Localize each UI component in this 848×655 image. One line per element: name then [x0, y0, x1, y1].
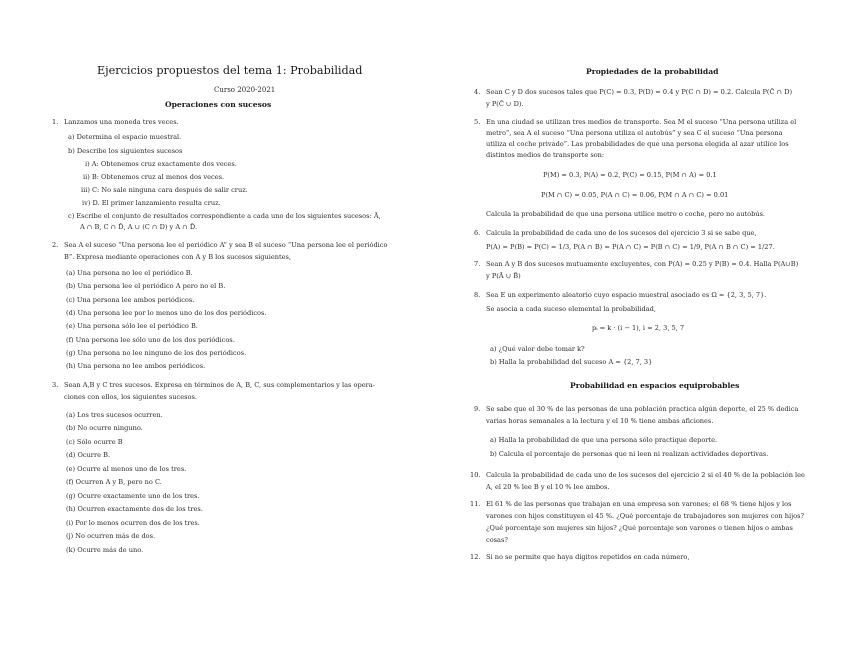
exercise-8-b: b) Halla la probabilidad del suceso A = {2, 7, 3}	[490, 358, 653, 366]
exercise-7-number: 7.	[474, 260, 481, 268]
exercise-5-line4: distintos medios de transporte son:	[486, 151, 605, 159]
exercise-1-text: Lanzamos una moneda tres veces.	[64, 118, 179, 126]
exercise-9-b: b) Calcula el porcentaje de personas que ni leen ni realizan actividades deportivas.	[490, 450, 769, 458]
exercise-3-item: (f) Ocurren A y B, pero no C.	[66, 478, 162, 486]
exercise-11-line3: ¿Qué porcentaje son mujeres sin hijos? ¿Qué porcentaje son varones o tienen hijos o ambas	[486, 524, 793, 532]
document-title: Ejercicios propuestos del tema 1: Probabilidad	[97, 64, 363, 77]
exercise-3-item: (c) Sólo ocurre B	[66, 438, 123, 446]
exercise-2-number: 2.	[52, 241, 59, 249]
exercise-5-line5: Calcula la probabilidad de que una persona utilice metro o coche, pero no autobús.	[486, 210, 766, 218]
exercise-2-item: (c) Una persona lee ambos periódicos.	[66, 296, 195, 304]
exercise-7-line1: Sean A y B dos sucesos mutuamente excluyentes, con P(A) = 0.25 y P(B) = 0.4. Halla P(A∪B)	[486, 260, 799, 268]
exercise-5-equation1: P(M) = 0.3, P(A) = 0.2, P(C) = 0.15, P(M ∩ A) = 0.1	[543, 171, 717, 179]
exercise-2-item: (g) Una persona no lee ninguno de los dos periódicos.	[66, 349, 247, 357]
exercise-1-a: a) Determina el espacio muestral.	[68, 133, 182, 141]
exercise-2-item: (d) Una persona lee por lo menos uno de los dos periódicos.	[66, 309, 267, 317]
exercise-6-line1: Calcula la probabilidad de cada uno de los sucesos del ejercicio 3 si se sabe que,	[486, 229, 757, 237]
exercise-9-a: a) Halla la probabilidad de que una persona sólo practique deporte.	[490, 436, 718, 444]
exercise-3-item: (i) Por lo menos ocurren dos de los tres.	[66, 519, 200, 527]
exercise-3-number: 3.	[52, 381, 59, 389]
exercise-2-line2: B”. Expresa mediante operaciones con A y B los sucesos siguientes,	[64, 253, 292, 261]
exercise-2-line1: Sea A el suceso “Una persona lee el periódico A” y sea B el suceso “Una persona lee el periódico	[64, 241, 388, 249]
exercise-8-line2: Se asocia a cada suceso elemental la probabilidad,	[486, 305, 656, 313]
exercise-11-line4: cosas?	[486, 536, 508, 544]
exercise-8-line1: Sea E un experimento aleatorio cuyo espacio muestral asociado es Ω = {2, 3, 5, 7}.	[486, 291, 767, 299]
course-label: Curso 2020-2021	[214, 86, 276, 94]
exercise-3-item: (e) Ocurre al menos uno de los tres.	[66, 465, 187, 473]
exercise-5-number: 5.	[474, 118, 481, 126]
exercise-2-item: (f) Una persona lee sólo uno de los dos periódicos.	[66, 336, 235, 344]
exercise-3-item: (h) Ocurren exactamente dos de los tres.	[66, 505, 203, 513]
exercise-1-number: 1.	[52, 118, 59, 126]
exercise-7-line2: y P(Ā ∪ B̄)	[486, 272, 521, 280]
exercise-4-number: 4.	[474, 88, 481, 96]
exercise-6-number: 6.	[474, 229, 481, 237]
exercise-4-line2: y P(C̄ ∪ D).	[486, 100, 524, 108]
exercise-12-number: 12.	[470, 553, 481, 561]
exercise-1-b-iii: iii) C: No sale ninguna cara después de salir cruz.	[81, 186, 248, 194]
exercise-10-number: 10.	[470, 471, 481, 479]
exercise-3-item: (k) Ocurre más de uno.	[66, 546, 144, 554]
exercise-6-line2: P(A) = P(B) = P(C) = 1/3, P(A ∩ B) = P(A ∩ C) = P(B ∩ C) = 1/9, P(A ∩ B ∩ C) = 1/27.	[486, 243, 775, 251]
exercise-11-line1: El 61 % de las personas que trabajan en una empresa son varones; el 68 % tiene hijos y los	[486, 500, 792, 508]
exercise-3-item: (a) Los tres sucesos ocurren.	[66, 411, 163, 419]
exercise-1-b-iv: iv) D. El primer lanzamiento resulta cruz.	[82, 199, 221, 207]
exercise-1-c-line2: A ∩ B, C ∩ D̄, A ∪ (C ∩ D) y A ∩ D̄.	[80, 223, 198, 231]
exercise-3-item: (g) Ocurre exactamente uno de los tres.	[66, 492, 200, 500]
exercise-11-number: 11.	[470, 500, 481, 508]
exercise-2-item: (e) Una persona sólo lee el periódico B.	[66, 322, 198, 330]
exercise-3-item: (d) Ocurre B.	[66, 451, 111, 459]
exercise-2-item: (a) Una persona no lee el periódico B.	[66, 269, 193, 277]
exercise-1-c-line1: c) Escribe el conjunto de resultados correspondiente a cada uno de los siguientes sucesos: Ā,	[68, 212, 381, 220]
exercise-2-item: (h) Una persona no lee ambos periódicos.	[66, 362, 206, 370]
exercise-9-line2: varias horas semanales a la lectura y el 10 % tiene ambas aficiones.	[486, 417, 714, 425]
exercise-8-a: a) ¿Qué valor debe tomar k?	[490, 345, 585, 353]
exercise-5-equation2: P(M ∩ C) = 0.05, P(A ∩ C) = 0.06, P(M ∩ A ∩ C) = 0.01	[541, 191, 729, 199]
exercise-1-b-ii: ii) B: Obtenemos cruz al menos dos veces.	[83, 173, 225, 181]
exercise-11-line2: varones con hijos constituyen el 45 %. ¿Qué porcentaje de trabajadores son mujeres con hijos?	[486, 512, 804, 520]
exercise-4-line1: Sean C y D dos sucesos tales que P(C) = 0.3, P(D) = 0.4 y P(C ∩ D) = 0.2. Calcula P(C̄ ∩ D)	[486, 88, 793, 96]
section-heading-propiedades: Propiedades de la probabilidad	[586, 67, 719, 76]
section-heading-operaciones: Operaciones con sucesos	[165, 100, 272, 109]
section-heading-equiprobables: Probabilidad en espacios equiprobables	[570, 381, 740, 390]
exercise-5-line3: utiliza el coche privado”. Las probabilidades de que una persona elegida al azar utilice los	[486, 140, 789, 148]
exercise-3-line1: Sean A,B y C tres sucesos. Expresa en términos de A, B, C, sus complementarios y las opera-	[64, 381, 375, 389]
exercise-8-equation: pᵢ = k · (i − 1), i = 2, 3, 5, 7	[592, 324, 685, 332]
exercise-3-line2: ciones con ellos, los siguientes sucesos.	[64, 393, 197, 401]
exercise-5-line2: metro”, sea A el suceso “Una persona utiliza el autobús” y sea C el suceso “Una persona	[486, 129, 783, 137]
exercise-10-line1: Calcula la probabilidad de cada uno de los sucesos del ejercicio 2 si el 40 % de la población lee	[486, 471, 805, 479]
exercise-9-line1: Se sabe que el 30 % de las personas de una población practica algún deporte, el 25 % dedica	[486, 405, 799, 413]
exercise-2-item: (b) Una persona lee el periódico A pero no el B.	[66, 282, 226, 290]
exercise-1-b: b) Describe los siguientes sucesos	[68, 147, 183, 155]
exercise-1-b-i: i) A: Obtenemos cruz exactamente dos veces.	[85, 160, 237, 168]
exercise-10-line2: A, el 20 % lee B y el 10 % lee ambos.	[486, 483, 610, 491]
exercise-3-item: (b) No ocurre ninguno.	[66, 424, 143, 432]
exercise-8-number: 8.	[474, 291, 481, 299]
exercise-12-line1: Si no se permite que haya dígitos repetidos en cada número,	[486, 553, 690, 561]
exercise-9-number: 9.	[474, 405, 481, 413]
exercise-5-line1: En una ciudad se utilizan tres medios de transporte. Sea M el suceso “Una persona utiliza el	[486, 118, 797, 126]
exercise-3-item: (j) No ocurren más de dos.	[66, 532, 156, 540]
